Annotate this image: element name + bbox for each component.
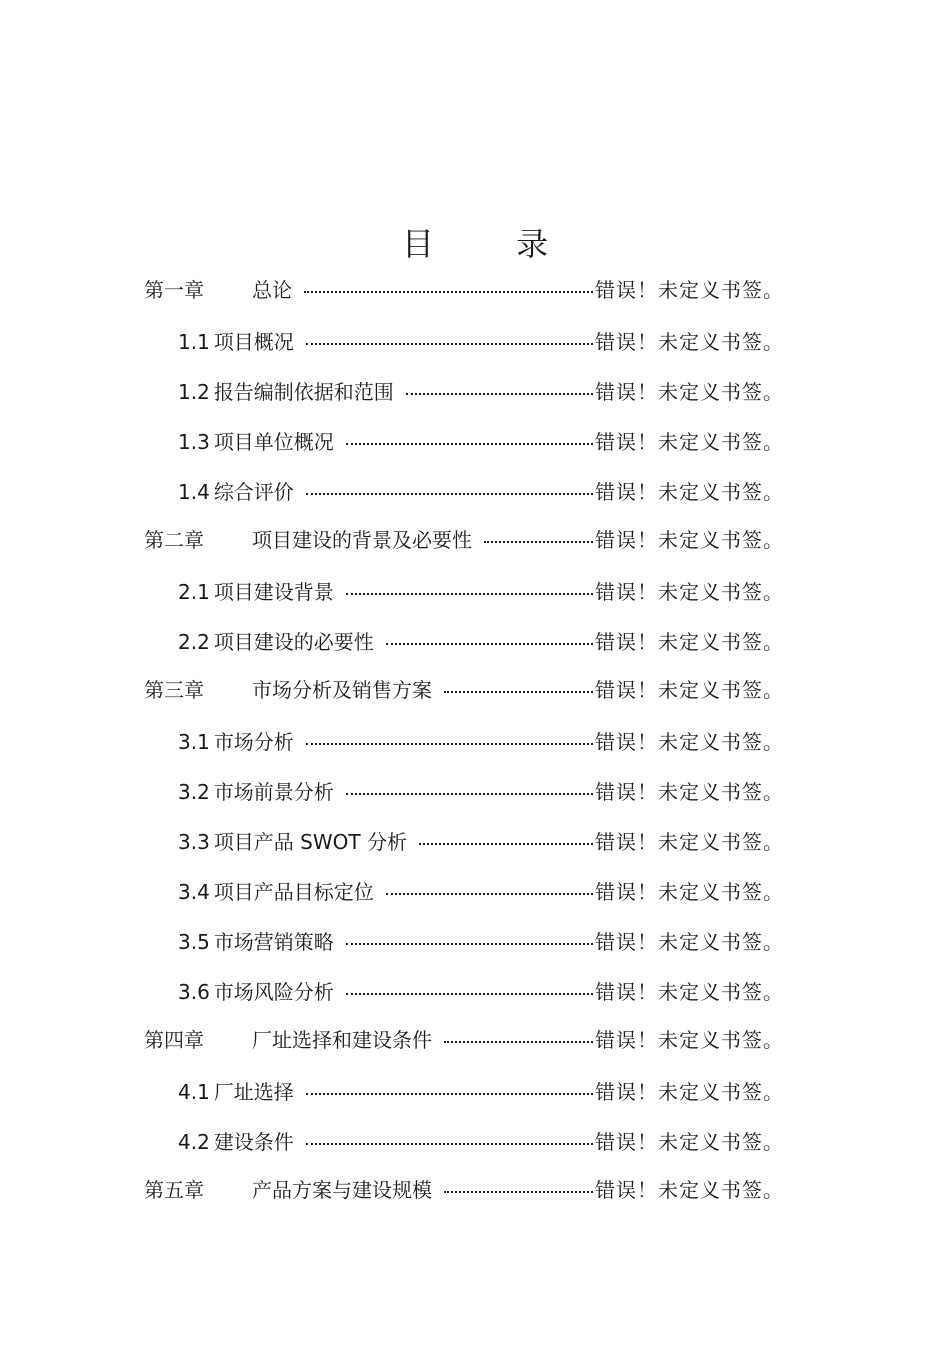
toc-dot-leader	[484, 541, 593, 543]
toc-entry-number: 3.3	[178, 830, 210, 854]
toc-dot-leader	[346, 443, 593, 445]
toc-entry-section-4-2[interactable]	[178, 1128, 784, 1156]
toc-entry-number: 1.1	[178, 330, 210, 354]
toc-entry-section-1-4[interactable]	[178, 478, 784, 506]
toc-entry-label: 项目建设的必要性	[213, 630, 374, 654]
toc-entry-section-2-2[interactable]	[178, 628, 784, 656]
toc-page-ref: 错误！未定义书签。	[595, 528, 784, 552]
toc-entry-number: 第五章	[144, 1178, 204, 1202]
toc-entry-chapter-4[interactable]	[144, 1026, 784, 1054]
toc-page-ref: 错误！未定义书签。	[595, 278, 784, 302]
toc-entry-number: 第三章	[144, 678, 204, 702]
toc-entry-label: 报告编制依据和范围	[213, 380, 394, 404]
toc-entry-section-3-2[interactable]	[178, 778, 784, 806]
toc-entry-label: 项目建设的背景及必要性	[252, 528, 472, 552]
toc-page-ref: 错误！未定义书签。	[595, 380, 784, 404]
toc-entry-label: 市场分析及销售方案	[252, 678, 432, 702]
toc-entry-number: 2.1	[178, 580, 210, 604]
toc-dot-leader	[306, 743, 593, 745]
toc-entry-chapter-3[interactable]	[144, 676, 784, 704]
toc-dot-leader	[444, 691, 593, 693]
toc-entry-section-3-6[interactable]	[178, 978, 784, 1006]
toc-dot-leader	[406, 393, 593, 395]
toc-dot-leader	[386, 643, 593, 645]
toc-dot-leader	[346, 593, 593, 595]
toc-page-ref: 错误！未定义书签。	[595, 1130, 784, 1154]
toc-page-ref: 错误！未定义书签。	[595, 830, 784, 854]
toc-entry-label: 厂址选择和建设条件	[252, 1028, 432, 1052]
toc-entry-number: 3.4	[178, 880, 210, 904]
toc-entry-number: 3.5	[178, 930, 210, 954]
toc-entry-number: 3.1	[178, 730, 210, 754]
toc-page-ref: 错误！未定义书签。	[595, 930, 784, 954]
toc-page-ref: 错误！未定义书签。	[595, 730, 784, 754]
toc-dot-leader	[419, 843, 593, 845]
toc-entry-label: 综合评价	[213, 480, 294, 504]
toc-entry-section-3-3[interactable]	[178, 828, 784, 856]
toc-dot-leader	[346, 993, 593, 995]
toc-page-ref: 错误！未定义书签。	[595, 678, 784, 702]
toc-page-ref: 错误！未定义书签。	[595, 880, 784, 904]
toc-dot-leader	[306, 1093, 593, 1095]
toc-entry-label: 项目产品目标定位	[213, 880, 374, 904]
toc-entry-label: 厂址选择	[213, 1080, 294, 1104]
toc-entry-section-3-4[interactable]	[178, 878, 784, 906]
toc-entry-number: 2.2	[178, 630, 210, 654]
toc-entry-chapter-5[interactable]	[144, 1176, 784, 1204]
toc-entry-section-2-1[interactable]	[178, 578, 784, 606]
toc-page-ref: 错误！未定义书签。	[595, 580, 784, 604]
toc-entry-number: 1.4	[178, 480, 210, 504]
toc-title: 目 录	[401, 225, 585, 263]
toc-page-ref: 错误！未定义书签。	[595, 980, 784, 1004]
toc-entry-label: 项目单位概况	[213, 430, 334, 454]
toc-entry-label: 总论	[252, 278, 292, 302]
toc-entry-label: 市场前景分析	[213, 780, 334, 804]
toc-entry-number: 第四章	[144, 1028, 204, 1052]
toc-dot-leader	[444, 1041, 593, 1043]
toc-entry-number: 3.6	[178, 980, 210, 1004]
toc-entry-number: 第一章	[144, 278, 204, 302]
toc-entry-number: 4.2	[178, 1130, 210, 1154]
toc-dot-leader	[346, 943, 593, 945]
toc-entry-label: 产品方案与建设规模	[252, 1178, 432, 1202]
toc-entry-label: 市场风险分析	[213, 980, 334, 1004]
toc-entry-number: 第二章	[144, 528, 204, 552]
toc-entry-label: 项目概况	[213, 330, 294, 354]
toc-page-ref: 错误！未定义书签。	[595, 1028, 784, 1052]
toc-page-ref: 错误！未定义书签。	[595, 630, 784, 654]
toc-entry-label: 市场营销策略	[213, 930, 334, 954]
toc-entry-label: 项目产品 SWOT 分析	[213, 830, 407, 854]
toc-page-ref: 错误！未定义书签。	[595, 430, 784, 454]
toc-entry-label: 建设条件	[213, 1130, 294, 1154]
toc-entry-section-1-2[interactable]	[178, 378, 784, 406]
toc-entry-number: 1.2	[178, 380, 210, 404]
toc-dot-leader	[304, 291, 593, 293]
toc-entry-section-1-3[interactable]	[178, 428, 784, 456]
toc-entry-number: 3.2	[178, 780, 210, 804]
toc-entry-section-1-1[interactable]	[178, 328, 784, 356]
toc-page-ref: 错误！未定义书签。	[595, 780, 784, 804]
toc-entry-label: 项目建设背景	[213, 580, 334, 604]
toc-entry-section-3-1[interactable]	[178, 728, 784, 756]
toc-entry-section-3-5[interactable]	[178, 928, 784, 956]
toc-dot-leader	[444, 1191, 593, 1193]
toc-entry-label: 市场分析	[213, 730, 294, 754]
toc-entry-number: 1.3	[178, 430, 210, 454]
toc-dot-leader	[306, 343, 593, 345]
toc-page-ref: 错误！未定义书签。	[595, 480, 784, 504]
toc-entry-chapter-2[interactable]	[144, 526, 784, 554]
toc-page-ref: 错误！未定义书签。	[595, 1178, 784, 1202]
toc-dot-leader	[306, 1143, 593, 1145]
toc-dot-leader	[306, 493, 593, 495]
toc-entry-chapter-1[interactable]	[144, 276, 784, 304]
toc-entry-number: 4.1	[178, 1080, 210, 1104]
toc-entry-section-4-1[interactable]	[178, 1078, 784, 1106]
toc-dot-leader	[386, 893, 593, 895]
toc-page-ref: 错误！未定义书签。	[595, 330, 784, 354]
toc-page-ref: 错误！未定义书签。	[595, 1080, 784, 1104]
toc-dot-leader	[346, 793, 593, 795]
